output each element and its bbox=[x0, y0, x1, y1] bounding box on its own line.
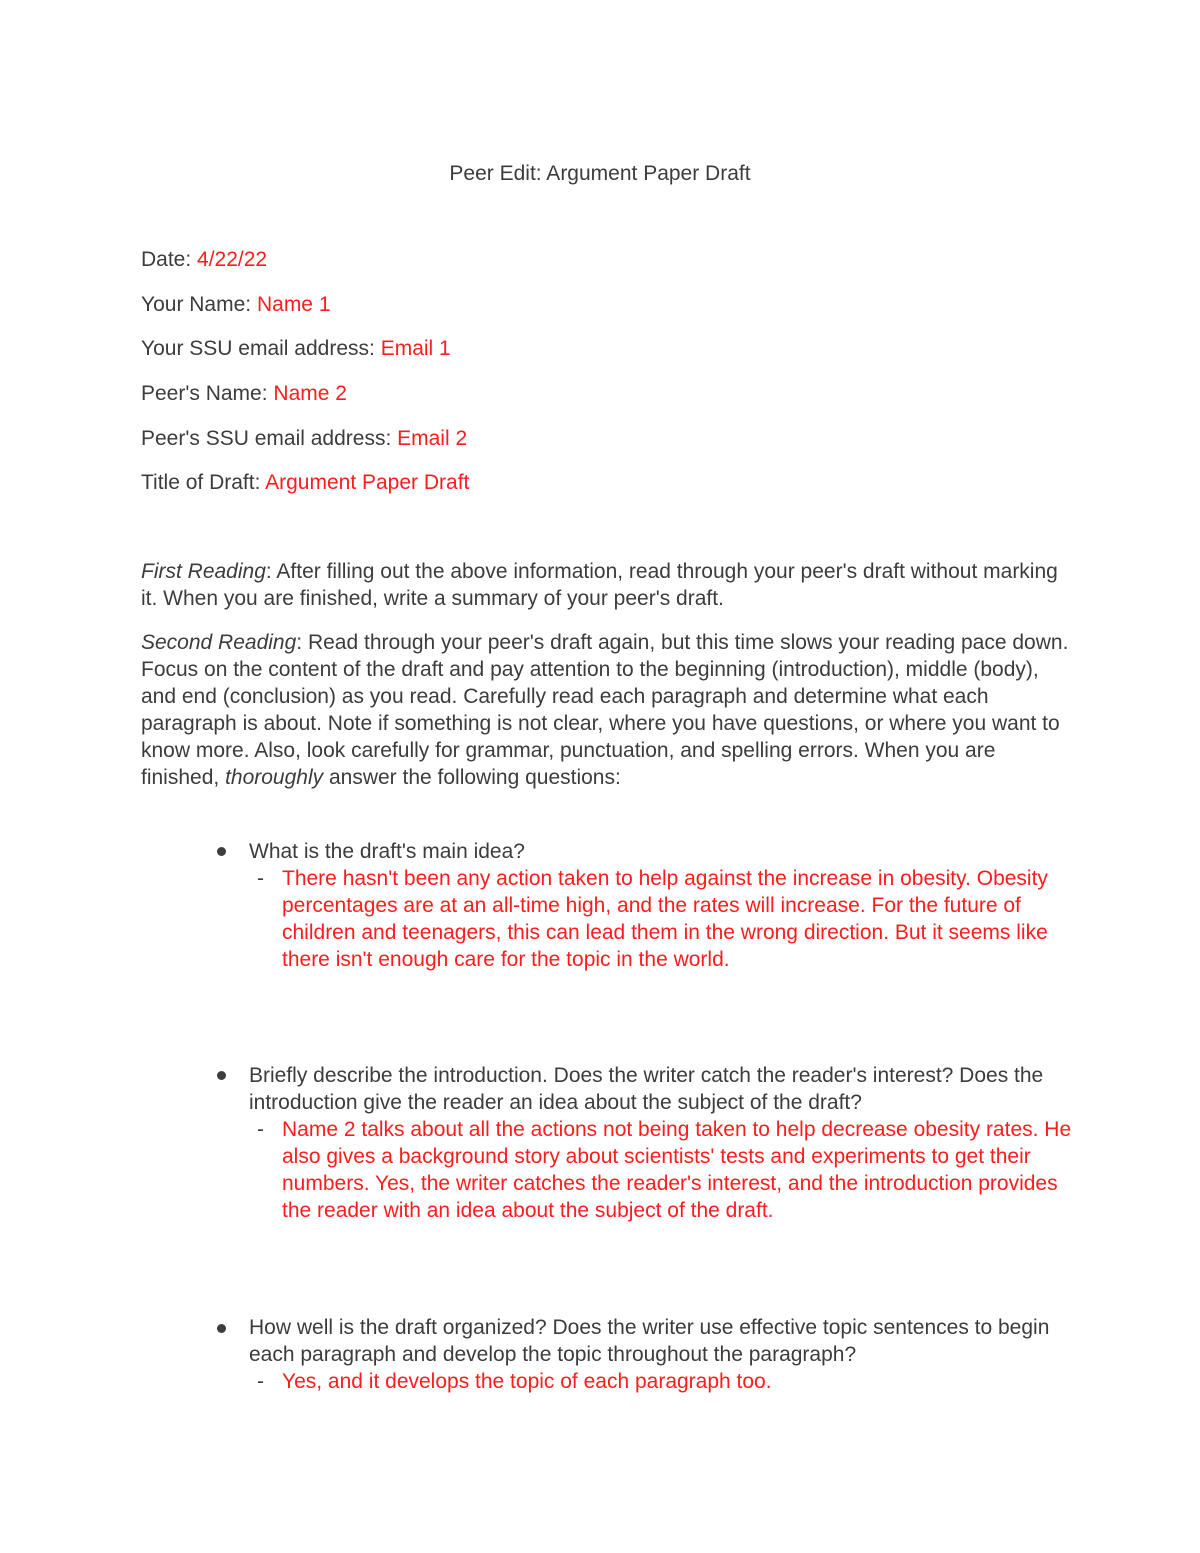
field-value: Argument Paper Draft bbox=[265, 471, 470, 494]
answer-3: Yes, and it develops the topic of each paragraph too. bbox=[282, 1370, 772, 1393]
first-reading-paragraph bbox=[141, 558, 1071, 612]
field-label: Peer's SSU email address: bbox=[141, 427, 392, 450]
first-reading-text: : After filling out the above information, read through your peer's draft without marking it. When you are finished, write a summary of your peer's draft. bbox=[141, 560, 1058, 610]
question-2: Briefly describe the introduction. Does the writer catch the reader's interest? Does the introduction give the reader an idea about the subject of the draft? bbox=[249, 1064, 1044, 1114]
field-label: Date: bbox=[141, 248, 192, 271]
dash-marker: - bbox=[257, 1370, 264, 1393]
field-label: Title of Draft: bbox=[141, 471, 261, 494]
answer-2: Name 2 talks about all the actions not being taken to help decrease obesity rates. He also gives a background story about scientists' tests and experiments to get their numbers. Yes, the writer catches the reader's interest, and the introduction provides the reader with an idea about the subject of the draft. bbox=[282, 1118, 1072, 1222]
second-reading-emphasis: thoroughly bbox=[225, 766, 324, 789]
question-3: How well is the draft organized? Does the writer use effective topic sentences to begin each paragraph and develop the topic throughout the paragraph? bbox=[249, 1316, 1050, 1366]
field-value: Name 2 bbox=[273, 382, 347, 405]
field-label: Your Name: bbox=[141, 293, 252, 316]
field-value: 4/22/22 bbox=[197, 248, 268, 271]
dash-marker: - bbox=[257, 1118, 264, 1141]
first-reading-label: First Reading bbox=[141, 560, 266, 583]
draft-title-field bbox=[141, 469, 469, 497]
answer-1: There hasn't been any action taken to help against the increase in obesity. Obesity percentages are at an all-time high, and the rates will increase. For the future of children and teenagers, this can lead them in the wrong direction. But it seems like there isn't enough care for the topic in the world. bbox=[282, 867, 1048, 971]
your-name-field bbox=[141, 291, 331, 319]
date-field bbox=[141, 246, 267, 274]
field-value: Email 1 bbox=[380, 337, 451, 360]
peer-name-field bbox=[141, 380, 347, 408]
second-reading-paragraph bbox=[141, 629, 1071, 791]
field-label: Peer's Name: bbox=[141, 382, 268, 405]
field-value: Name 1 bbox=[256, 293, 331, 316]
field-label: Your SSU email address: bbox=[141, 337, 375, 360]
document-title: Peer Edit: Argument Paper Draft bbox=[449, 162, 751, 185]
bullet-icon bbox=[217, 847, 226, 856]
second-reading-text-end: answer the following questions: bbox=[323, 766, 621, 789]
question-1: What is the draft's main idea? bbox=[249, 840, 525, 863]
second-reading-label: Second Reading bbox=[141, 631, 297, 654]
second-reading-text: : Read through your peer's draft again, but this time slows your reading pace down. Focus on the content of the draft and pay attention to the beginning (introduction), middle (body), and end (conclusion) as you read. Carefully read each paragraph and determine what each paragraph is about. Note if something is not clear, where you have questions, or where you want to know more. Also, look carefully for grammar, punctuation, and spelling errors. When you are finished, bbox=[141, 631, 1069, 789]
field-value: Email 2 bbox=[397, 427, 468, 450]
dash-marker: - bbox=[257, 867, 264, 890]
your-email-field bbox=[141, 335, 451, 363]
bullet-icon bbox=[217, 1324, 226, 1333]
peer-email-field bbox=[141, 425, 467, 453]
bullet-icon bbox=[217, 1071, 226, 1080]
